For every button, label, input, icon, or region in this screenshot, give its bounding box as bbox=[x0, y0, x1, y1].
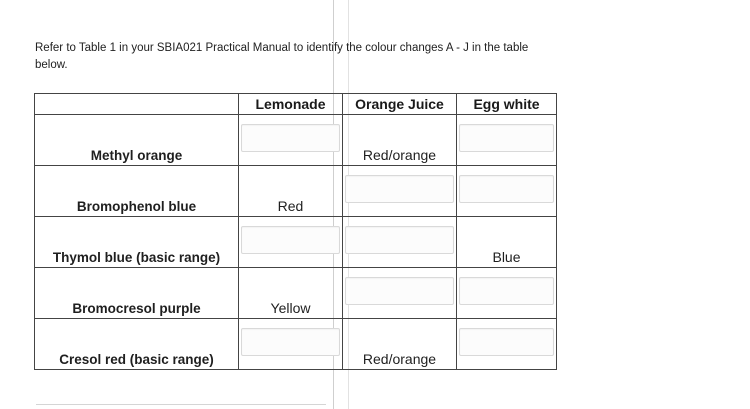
cell-egg-white bbox=[457, 166, 557, 217]
answer-input-egg-white[interactable] bbox=[459, 175, 554, 203]
answer-input-egg-white[interactable] bbox=[459, 277, 554, 305]
cell-value: Yellow bbox=[270, 300, 311, 316]
cell-value: Red/orange bbox=[362, 147, 437, 163]
cell-orange-juice bbox=[343, 166, 457, 217]
cell-orange-juice bbox=[343, 268, 457, 319]
table-row bbox=[35, 319, 557, 370]
cell-egg-white bbox=[457, 115, 557, 166]
answer-input-egg-white[interactable] bbox=[459, 328, 554, 356]
table-row bbox=[35, 115, 557, 166]
cell-lemonade bbox=[239, 319, 343, 370]
cell-lemonade bbox=[239, 268, 343, 319]
answer-input-egg-white[interactable] bbox=[459, 124, 554, 152]
cell-lemonade bbox=[239, 217, 343, 268]
answer-input-lemonade[interactable] bbox=[241, 226, 340, 254]
colour-change-table bbox=[34, 93, 557, 370]
answer-input-orange-juice[interactable] bbox=[345, 175, 454, 203]
cell-lemonade bbox=[239, 115, 343, 166]
header-lemonade: Lemonade bbox=[239, 94, 343, 115]
cell-value: Red bbox=[277, 198, 304, 214]
cell-orange-juice bbox=[343, 115, 457, 166]
cell-orange-juice bbox=[343, 319, 457, 370]
table-row bbox=[35, 268, 557, 319]
cell-lemonade bbox=[239, 166, 343, 217]
cell-orange-juice bbox=[343, 217, 457, 268]
indicator-name: Methyl orange bbox=[35, 115, 239, 166]
indicator-name: Thymol blue (basic range) bbox=[35, 217, 239, 268]
header-orange-juice: Orange Juice bbox=[343, 94, 457, 115]
answer-input-orange-juice[interactable] bbox=[345, 226, 454, 254]
cell-egg-white bbox=[457, 268, 557, 319]
indicator-name: Bromocresol purple bbox=[35, 268, 239, 319]
footer-divider bbox=[36, 404, 326, 405]
cell-value: Red/orange bbox=[362, 351, 437, 367]
indicator-name: Bromophenol blue bbox=[35, 166, 239, 217]
indicator-name: Cresol red (basic range) bbox=[35, 319, 239, 370]
answer-input-lemonade[interactable] bbox=[241, 328, 340, 356]
table-header-row bbox=[35, 94, 557, 115]
table-row bbox=[35, 217, 557, 268]
cell-egg-white bbox=[457, 217, 557, 268]
header-indicator bbox=[35, 94, 239, 115]
cell-egg-white bbox=[457, 319, 557, 370]
table-row bbox=[35, 166, 557, 217]
cell-value: Blue bbox=[492, 249, 521, 265]
instructions-text: Refer to Table 1 in your SBIA021 Practical Manual to identify the colour changes A - J in the table below. bbox=[35, 42, 529, 71]
table-body bbox=[35, 115, 557, 370]
header-egg-white: Egg white bbox=[457, 94, 557, 115]
answer-input-orange-juice[interactable] bbox=[345, 277, 454, 305]
answer-input-lemonade[interactable] bbox=[241, 124, 340, 152]
